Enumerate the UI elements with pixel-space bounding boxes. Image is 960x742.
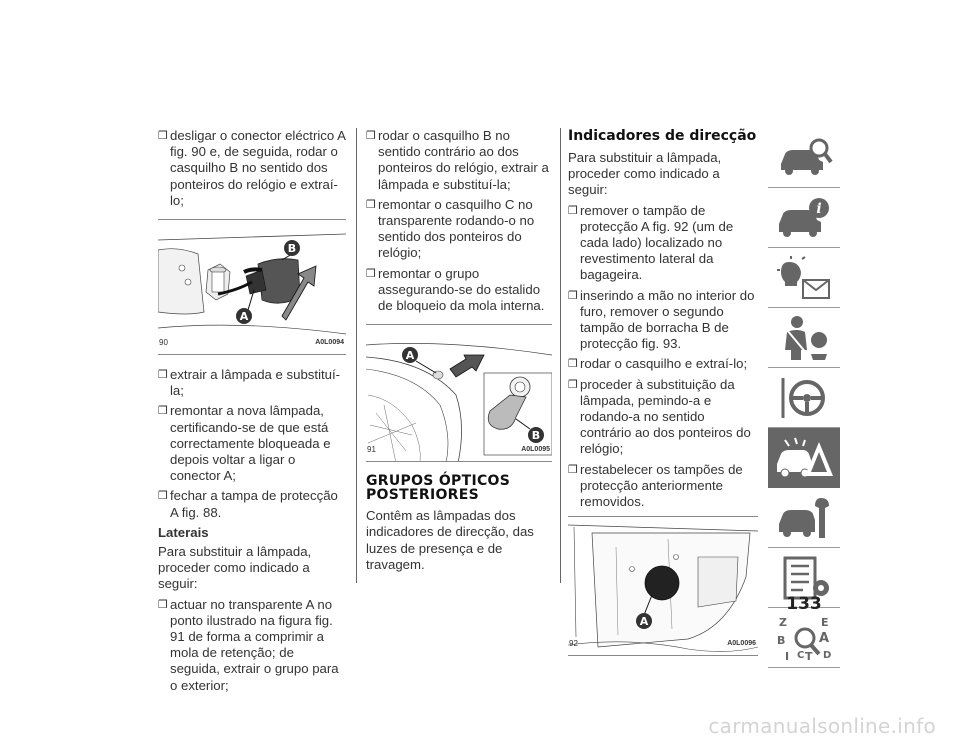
bullet-box-icon: ❒ [568,463,578,476]
label-b: B [531,429,541,443]
figure-code: A0L0096 [727,640,756,648]
bullet-box-icon: ❒ [366,267,376,280]
svg-text:I: I [785,649,790,662]
tab-emergency[interactable] [768,428,840,488]
figure-92 [568,516,758,656]
figure-code: A0L0094 [315,338,344,346]
intro-paragraph: Para substituir a lâmpada, proceder como indicado a seguir: [568,150,722,198]
intro-paragraph: Para substituir a lâmpada, proceder como indicado a seguir: [158,544,312,592]
section-sidebar [768,128,840,668]
steering-wheel-icon [775,374,833,422]
column-3 [568,128,758,668]
car-info-icon [775,194,833,242]
column-divider [356,128,357,583]
list-item: ❒ proceder à substituição da lâmpada, pemindo-a e rodando-a no sentido contrário ao dos ponteiros do relógio; [568,376,751,457]
figure-number: 91 [367,445,376,455]
tab-steering[interactable] [768,368,840,428]
column-1 [158,128,346,698]
page-number: 133 [786,594,822,614]
list-item: ❒ remontar o grupo assegurando-se do estalido de bloqueio da mola interna. [366,265,545,314]
bullet-box-icon: ❒ [158,598,168,611]
label-a: A [239,310,249,324]
list-item: ❒ remontar o casquilho C no transparente rodando-o no sentido dos ponteiros do relógio; [366,196,535,261]
label-b: B [287,242,297,256]
svg-text:T: T [805,649,813,662]
section-heading: GRUPOS ÓPTICOS POSTERIORES [366,473,511,504]
label-a: A [639,615,649,629]
section-paragraph: Contêm as lâmpadas dos indicadores de direcção, das luzes de presença e de travagem. [366,508,534,572]
bullet-box-icon: ❒ [568,204,578,217]
tab-index[interactable] [768,608,840,668]
bullet-box-icon: ❒ [568,358,578,371]
list-item: ❒ fechar a tampa de protecção A fig. 88. [158,488,338,520]
svg-text:i: i [816,200,822,217]
car-warning-triangle-icon [775,434,833,482]
list-item: ❒ remover o tampão de protecção A fig. 92 (um de cada lado) localizado no revestimento lateral da bagageira. [568,202,734,283]
bullet-box-icon: ❒ [158,405,168,418]
figure-number: 92 [569,639,578,649]
bullet-box-icon: ❒ [568,378,578,391]
section-subheading: Laterais [158,524,209,540]
list-item: ❒ desligar o conector eléctrico A fig. 90 e, de seguida, rodar o casquilho B no sentido dos ponteiros do relógio e extraí-lo; [158,128,346,208]
alphabetical-index-icon [775,614,833,662]
list-item: ❒ rodar o casquilho e extraí-lo; [568,356,748,372]
list-item: ❒ restabelecer os tampões de protecção anteriormente removidos. [568,461,743,510]
car-search-icon [775,134,833,182]
list-item: ❒ extrair a lâmpada e substituí-la; [158,367,341,399]
tab-maintenance[interactable] [768,488,840,548]
warning-lights-icon [775,254,833,302]
bullet-box-icon: ❒ [366,198,376,211]
svg-text:Z: Z [779,615,787,629]
list-item: ❒ inserindo a mão no interior do furo, remover o segundo tampão de borracha B de protecção fig. 93. [568,287,755,352]
bullet-box-icon: ❒ [158,130,168,142]
figure-code: A0L0095 [521,446,550,454]
bullet-box-icon: ❒ [366,130,376,142]
list-item: ❒ rodar o casquilho B no sentido contrário ao dos ponteiros do relógio, extrair a lâmpada e substituí-la; [366,128,549,192]
tab-safety[interactable] [768,308,840,368]
tab-warning-lights[interactable] [768,248,840,308]
figure-number: 90 [159,337,168,347]
tab-car-search[interactable] [768,128,840,188]
svg-text:B: B [777,633,786,647]
svg-text:A: A [819,630,830,646]
seatbelt-airbag-icon [775,314,833,362]
car-maintenance-icon [775,494,833,542]
svg-text:E: E [821,615,829,629]
svg-text:D: D [823,649,832,661]
bullet-box-icon: ❒ [158,490,168,503]
section-heading: Indicadores de direcção [568,128,757,144]
figure-91 [366,324,552,462]
svg-text:C: C [797,649,805,661]
bullet-box-icon: ❒ [158,369,168,382]
figure-90 [158,219,346,355]
bullet-box-icon: ❒ [568,289,578,302]
column-divider [560,128,561,583]
column-2 [366,128,552,577]
list-item: ❒ remontar a nova lâmpada, certificando-se de que está correctamente bloqueada e depois voltar a ligar o conector A; [158,403,331,484]
tab-car-info[interactable] [768,188,840,248]
label-a: A [405,349,415,363]
watermark: carmanualsonline.info [708,714,936,738]
list-item: ❒ actuar no transparente A no ponto ilustrado na figura fig. 91 de forma a comprimir a mola de retenção; de seguida, extrair o grupo para o exterior; [158,596,339,693]
